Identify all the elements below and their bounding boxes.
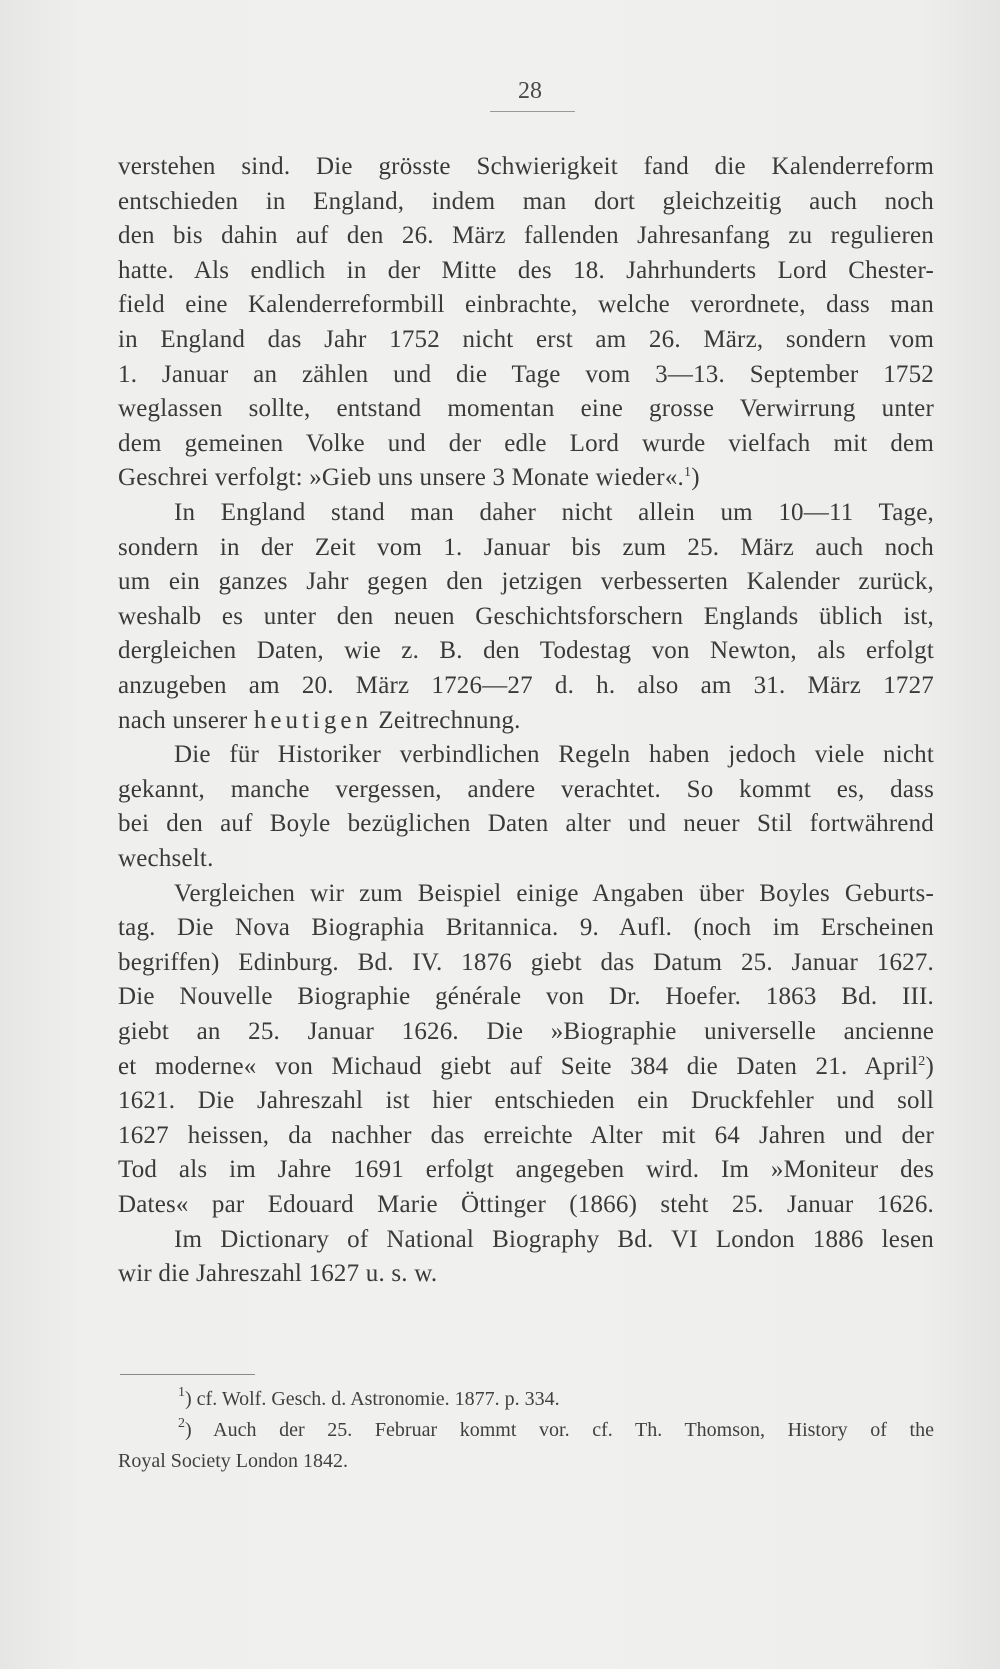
- text-line: [118, 1084, 934, 1118]
- text-span: 1627 heissen, da nachher das erreichte Alter mit 64 Jahren und der: [118, 1121, 934, 1149]
- footnote-marker: 2: [918, 1053, 926, 1069]
- text-span: dem gemeinen Volke und der edle Lord wurde vielfach mit dem: [118, 429, 934, 457]
- text-span: Im Dictionary of National Biography Bd. VI London 1886 lesen: [174, 1225, 934, 1253]
- text-span: weglassen sollte, entstand momentan eine grosse Verwirrung unter: [118, 395, 934, 423]
- text-line: [118, 600, 934, 634]
- text-line: [118, 634, 934, 668]
- text-span: dergleichen Daten, wie z. B. den Todestag von Newton, als erfolgt: [118, 637, 934, 665]
- footnote-marker: 1: [683, 465, 692, 481]
- text-line: [118, 1015, 934, 1049]
- text-line: [118, 323, 934, 357]
- text-span: sondern in der Zeit vom 1. Januar bis zum 25. März auch noch: [118, 533, 934, 561]
- text-line: [118, 911, 934, 945]
- emphasized-word: heutigen: [253, 706, 372, 734]
- text-line: [174, 877, 934, 911]
- text-span: Zeitrechnung.: [371, 706, 521, 734]
- footnote-text: ) Auch der 25. Februar kommt vor. cf. Th. Thomson, History of the: [185, 1419, 934, 1441]
- text-line: [118, 669, 934, 703]
- page-number: 28: [518, 78, 542, 104]
- text-line: [118, 392, 934, 426]
- text-span: tag. Die Nova Biographia Britannica. 9. Aufl. (noch im Erscheinen: [118, 914, 934, 942]
- text-span: gekannt, manche vergessen, andere verachtet. So kommt es, dass: [118, 775, 934, 803]
- text-span: 1. Januar an zählen und die Tage vom 3—13. September 1752: [118, 360, 934, 388]
- text-line: [118, 1257, 934, 1291]
- text-line: [118, 1119, 934, 1153]
- footnote: [118, 1446, 348, 1476]
- text-span: weshalb es unter den neuen Geschichtsforschern Englands üblich ist,: [118, 602, 934, 630]
- text-line: [118, 288, 934, 322]
- text-line: [174, 1223, 934, 1257]
- text-line: [118, 1153, 934, 1187]
- text-span: nach unserer: [118, 706, 254, 734]
- footnote-rule: [120, 1374, 255, 1375]
- text-span: anzugeben am 20. März 1726—27 d. h. also am 31. März 1727: [118, 672, 934, 699]
- text-span: Vergleichen wir zum Beispiel einige Angaben über Boyles Geburts-: [174, 879, 934, 907]
- text-span: wir die Jahreszahl 1627 u. s. w.: [118, 1260, 438, 1288]
- text-span: Tod als im Jahre 1691 erfolgt angegeben wird. Im »Moniteur des: [118, 1156, 934, 1184]
- text-span: et moderne« von Michaud giebt auf Seite 384 die Daten 21. April: [118, 1052, 919, 1080]
- text-span: Geschrei verfolgt: »Gieb uns unsere 3 Monate wieder«.: [118, 464, 684, 492]
- text-line: [118, 807, 934, 841]
- text-line: [118, 773, 934, 807]
- text-line: [118, 946, 934, 980]
- text-line: [118, 219, 934, 253]
- text-line: [118, 185, 934, 219]
- text-span: In England stand man daher nicht allein um 10—11 Tage,: [174, 499, 934, 526]
- text-span: field eine Kalenderreformbill einbrachte, welche verordnete, dass man: [118, 291, 934, 319]
- text-span: Dates« par Edouard Marie Öttinger (1866) steht 25. Januar 1626.: [118, 1191, 934, 1218]
- text-span: begriffen) Edinburg. Bd. IV. 1876 giebt das Datum 25. Januar 1627.: [118, 948, 934, 976]
- footnote-text: ) cf. Wolf. Gesch. d. Astronomie. 1877. p. 334.: [185, 1388, 560, 1410]
- text-span: in England das Jahr 1752 nicht erst am 26. März, sondern vom: [118, 326, 934, 353]
- text-span: um ein ganzes Jahr gegen den jetzigen verbesserten Kalender zurück,: [118, 568, 934, 596]
- text-span: wechselt.: [118, 845, 214, 872]
- footnote: [178, 1384, 560, 1414]
- text-line: [118, 704, 934, 738]
- text-line: [118, 150, 934, 184]
- footnote-text: Royal Society London 1842.: [118, 1450, 348, 1472]
- text-span: hatte. Als endlich in der Mitte des 18. Jahrhunderts Lord Chester-: [118, 256, 934, 284]
- text-line: [118, 254, 934, 288]
- text-line: [118, 1188, 934, 1222]
- page-number-rule: [490, 111, 575, 112]
- text-line: [118, 842, 934, 876]
- text-line: [118, 358, 934, 392]
- text-span: entschieden in England, indem man dort gleichzeitig auch noch: [118, 187, 934, 215]
- text-span: giebt an 25. Januar 1626. Die »Biographie universelle ancienne: [118, 1018, 934, 1045]
- footnote-number: 1: [178, 1385, 185, 1400]
- text-line: [174, 738, 934, 772]
- footnote-number: 2: [178, 1416, 185, 1431]
- text-span: Die für Historiker verbindlichen Regeln haben jedoch viele nicht: [174, 741, 934, 769]
- text-line: [174, 496, 934, 530]
- text-span: Die Nouvelle Biographie générale von Dr. Hoefer. 1863 Bd. III.: [118, 983, 934, 1011]
- text-span: den bis dahin auf den 26. März fallenden Jahresanfang zu regulieren: [118, 222, 934, 250]
- footnote: [178, 1415, 934, 1445]
- text-line: [118, 427, 934, 461]
- text-span: ): [691, 464, 700, 492]
- text-line: [118, 461, 934, 495]
- text-span: ): [925, 1052, 934, 1080]
- text-line: [118, 980, 934, 1014]
- text-span: verstehen sind. Die grösste Schwierigkeit fand die Kalenderreform: [118, 153, 934, 180]
- text-span: bei den auf Boyle bezüglichen Daten alter und neuer Stil fortwährend: [118, 810, 934, 838]
- text-line: [118, 1050, 934, 1084]
- text-span: 1621. Die Jahreszahl ist hier entschieden ein Druckfehler und soll: [118, 1087, 934, 1115]
- text-line: [118, 531, 934, 565]
- text-line: [118, 565, 934, 599]
